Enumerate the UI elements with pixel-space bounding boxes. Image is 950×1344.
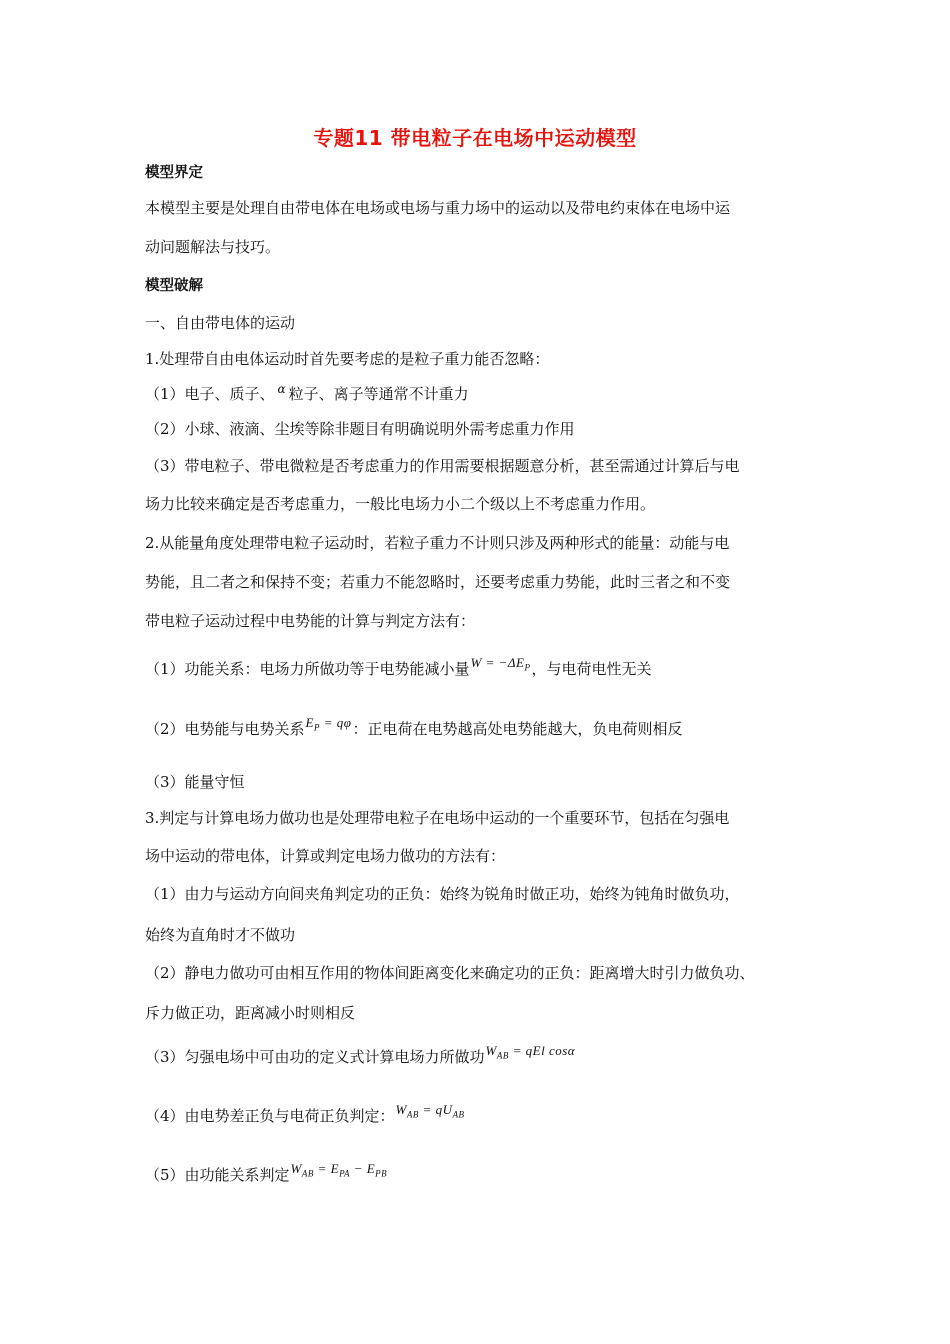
definition-paragraph-line-2: 动问题解法与技巧。 (145, 238, 281, 256)
alpha-symbol: α (277, 382, 286, 396)
work-definition-formula: $W_{AB}$ = qEl cosα (485, 1043, 576, 1061)
paragraph-line (145, 1161, 388, 1191)
text-run: （2）电势能与电势关系 (145, 720, 305, 738)
paragraph-line: 势能，且二者之和保持不变；若重力不能忽略时，还要考虑重力势能，此时三者之和不变 (145, 573, 731, 591)
paragraph-line: （3）带电粒子、带电微粒是否考虑重力的作用需要根据题意分析，甚至需通过计算后与电 (145, 457, 740, 475)
paragraph-line: 2.从能量角度处理带电粒子运动时，若粒子重力不计则只涉及两种形式的能量：动能与电 (145, 534, 730, 552)
paragraph-line: 场力比较来确定是否考虑重力，一般比电场力小二个级以上不考虑重力作用。 (145, 495, 656, 513)
text-run: （3）匀强电场中可由功的定义式计算电场力所做功 (145, 1048, 485, 1066)
potential-difference-formula: $W_{AB} = qU_{AB}$ (395, 1102, 465, 1120)
paragraph-line: （1）由力与运动方向间夹角判定功的正负：始终为锐角时做正功，始终为钝角时做负功， (145, 885, 740, 903)
paragraph-line: 斥力做正功，距离减小时则相反 (145, 1004, 356, 1022)
paragraph-line: 场中运动的带电体，计算或判定电场力做功的方法有： (145, 847, 506, 865)
paragraph-line: （2）静电力做功可由相互作用的物体间距离变化来确定功的正负：距离增大时引力做负功、 (145, 964, 755, 982)
paragraph-line (145, 715, 683, 745)
paragraph-line: 始终为直角时才不做功 (145, 926, 296, 944)
potential-energy-formula: $E_P = q\varphi$ (305, 715, 352, 733)
text-run: （1）功能关系：电场力所做功等于电势能减小量 (145, 660, 470, 678)
paragraph-line: （2）小球、液滴、尘埃等除非题目有明确说明外需考虑重力作用 (145, 420, 575, 438)
text-run: （1）电子、质子、 (145, 385, 275, 403)
paragraph-line (145, 1102, 466, 1132)
text-run: 粒子、离子等通常不计重力 (288, 385, 469, 403)
paragraph-line: 3.判定与计算电场力做功也是处理带电粒子在电场中运动的一个重要环节，包括在匀强电 (145, 809, 730, 827)
section-heading-definition: 模型界定 (145, 165, 203, 181)
paragraph-line: 一、自由带电体的运动 (145, 314, 296, 332)
definition-paragraph-line-1: 本模型主要是处理自由带电体在电场或电场与重力场中的运动以及带电约束体在电场中运 (145, 199, 731, 217)
paragraph-line: （3）能量守恒 (145, 773, 245, 791)
text-run: ：正电荷在电势越高处电势能越大，负电荷则相反 (352, 720, 683, 738)
paragraph-line (145, 384, 469, 405)
section-heading-breakdown: 模型破解 (145, 278, 203, 294)
energy-relation-formula: $W_{AB} = E_{PA} - E_{PB}$ (290, 1161, 388, 1179)
text-run: ，与电荷电性无关 (531, 660, 652, 678)
text-run: （5）由功能关系判定 (145, 1166, 290, 1184)
paragraph-line (145, 655, 652, 685)
text-run: （4）由电势差正负与电荷正负判定： (145, 1107, 395, 1125)
paragraph-line (145, 1043, 576, 1073)
work-energy-formula: $W = -\Delta E_P$ (470, 655, 531, 673)
paragraph-line: 带电粒子运动过程中电势能的计算与判定方法有： (145, 612, 476, 630)
document-title: 专题11 带电粒子在电场中运动模型 (313, 126, 637, 150)
paragraph-line: 1.处理带自由电体运动时首先要考虑的是粒子重力能否忽略： (145, 350, 550, 368)
